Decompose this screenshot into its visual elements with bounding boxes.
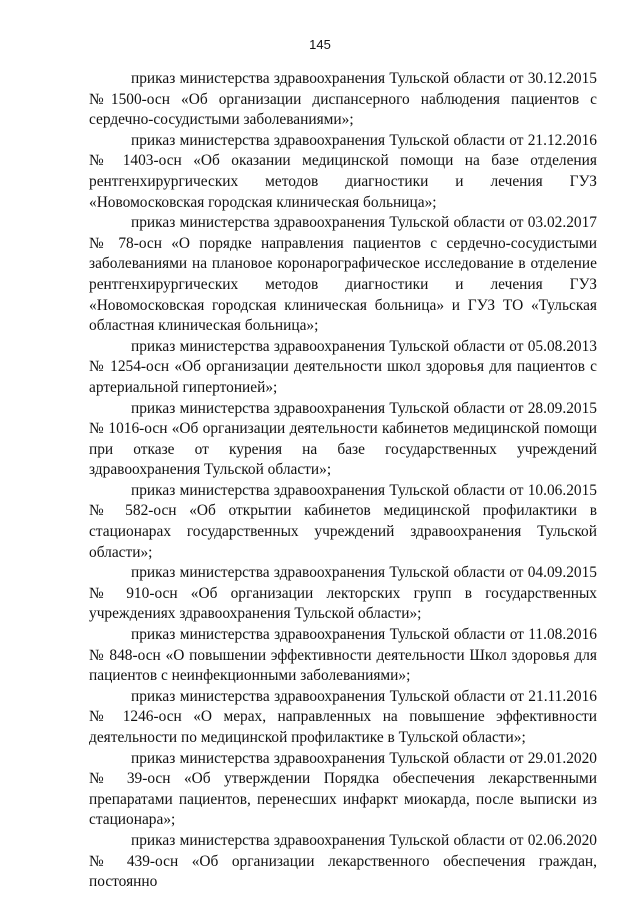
paragraph: приказ министерства здравоохранения Тульской области от 28.09.2015 № 1016-осн «Об организации деятельности кабинетов медицинской помощи при отказе от курения на базе государственных учреждений здравоохранения Тульской области»;: [89, 399, 597, 479]
paragraph: приказ министерства здравоохранения Тульской области от 03.02.2017 № 78-осн «О порядке направления пациентов с сердечно-сосудистыми заболеваниями на плановое коронарографическое исследование в отделение рентгенхирургических методов диагностики и лечения ГУЗ «Новомосковская городская клиническая больница» и ГУЗ ТО «Тульская областная клиническая больница»;: [89, 214, 597, 335]
paragraph: приказ министерства здравоохранения Тульской области от 30.12.2015 №1500-осн «Об организации диспансерного наблюдения пациентов с сердечно-сосудистыми заболеваниями»;: [89, 70, 597, 129]
paragraph: приказ министерства здравоохранения Тульской области от 02.06.2020 № 439-осн «Об организации лекарственного обеспечения граждан, постоянно: [89, 831, 597, 891]
paragraph: приказ министерства здравоохранения Тульской области от 05.08.2013 № 1254-осн «Об организации деятельности школ здоровья для пациентов с артериальной гипертонией»;: [89, 337, 597, 396]
paragraph: приказ министерства здравоохранения Тульской области от 10.06.2015 № 582-осн «Об открытии кабинетов медицинской профилактики в стационарах государственных учреждений здравоохранения Тульской области»;: [89, 481, 597, 561]
paragraph: приказ министерства здравоохранения Тульской области от 21.12.2016 № 1403-осн «Об оказании медицинской помощи на базе отделения рентгенхирургических методов диагностики и лечения ГУЗ «Новомосковская городская клиническая больница»;: [89, 131, 597, 211]
paragraph: приказ министерства здравоохранения Тульской области от 11.08.2016 № 848-осн «О повышении эффективности деятельности Школ здоровья для пациентов с неинфекционными заболеваниями»;: [89, 626, 597, 685]
page-number: 145: [309, 37, 331, 52]
document-body: [89, 69, 597, 893]
paragraph: приказ министерства здравоохранения Тульской области от 21.11.2016 № 1246-осн «О мерах, направленных на повышение эффективности деятельности по медицинской профилактике в Тульской области»;: [89, 687, 597, 746]
paragraph: приказ министерства здравоохранения Тульской области от 29.01.2020 № 39-осн «Об утверждении Порядка обеспечения лекарственными препаратами пациентов, перенесших инфаркт миокарда, после выписки из стационара»;: [89, 749, 597, 829]
paragraph: приказ министерства здравоохранения Тульской области от 04.09.2015 № 910-осн «Об организации лекторских групп в государственных учреждениях здравоохранения Тульской области»;: [89, 564, 597, 623]
